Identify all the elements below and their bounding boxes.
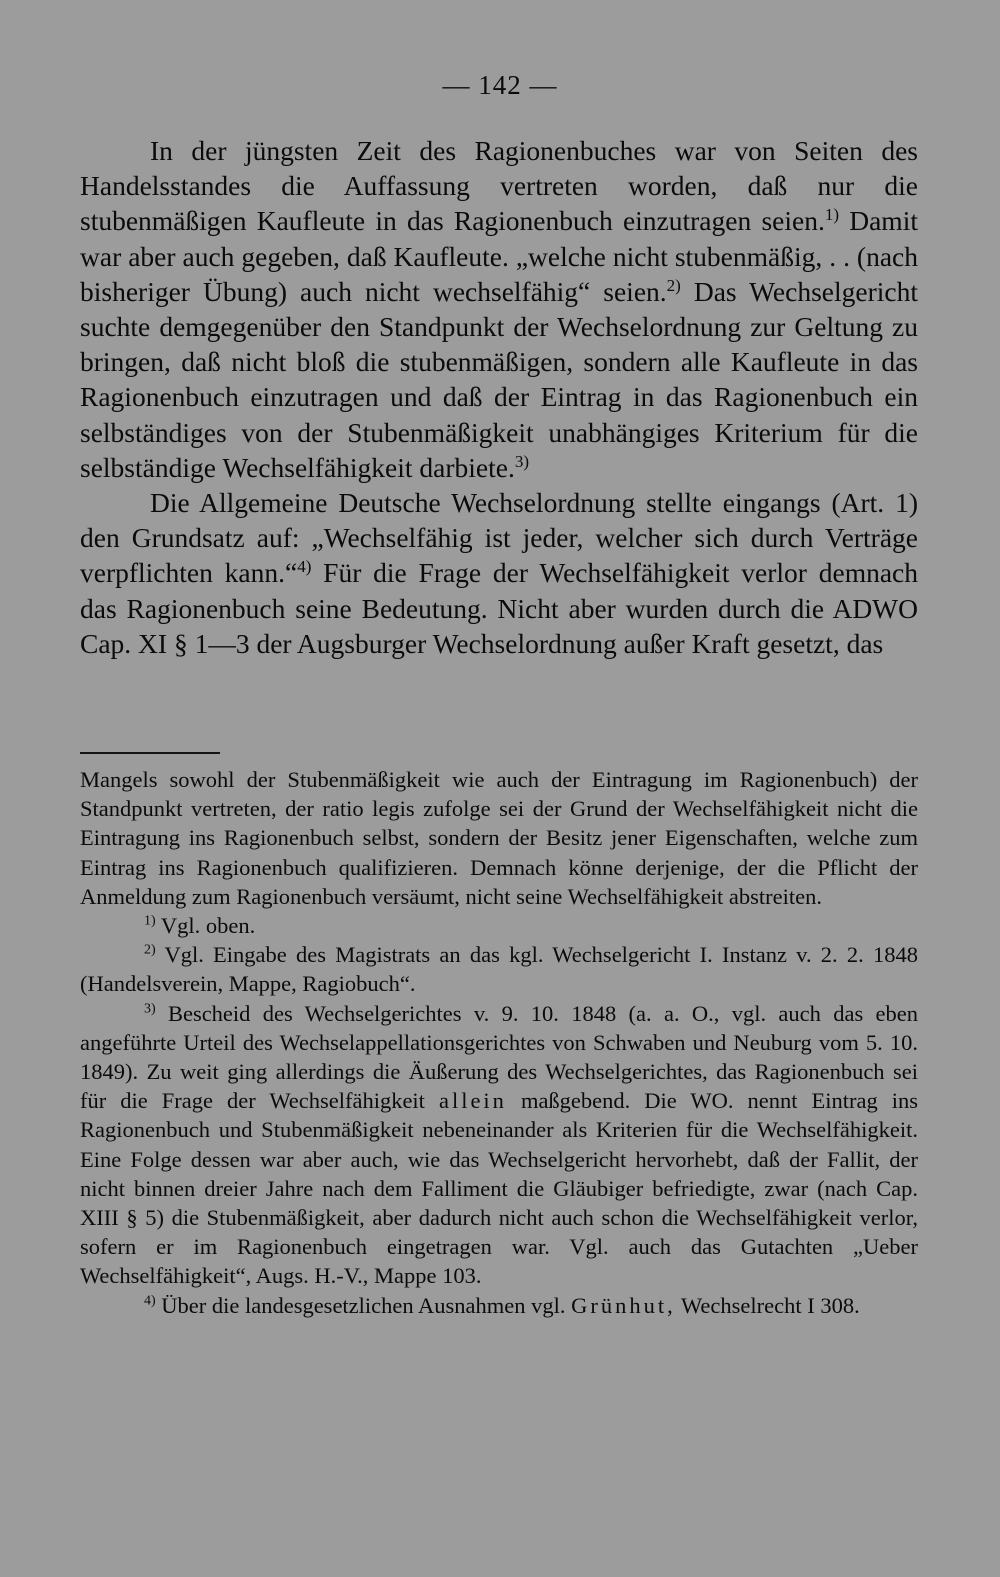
paragraph-2-text-b: Für die Frage der Wechselfähigkeit verlor demnach das Ragionenbuch seine Bedeutung. Nicht aber wurden durch die ADWO Cap. XI § 1—3 der Augsburger Wechselordnung außer Kraft gesetzt, das (80, 557, 919, 659)
footnote-2-text: Vgl. Eingabe des Magistrats an das kgl. Wechselgericht I. Instanz v. 2. 2. 1848 (Handelsverein, Mappe, Ragiobuch“. (80, 942, 918, 997)
footnote-3-marker: 3) (144, 1001, 156, 1017)
paragraph-1 (80, 133, 918, 485)
footnotes (80, 765, 918, 1320)
page-number: — 142 — (442, 70, 558, 100)
footnote-4-emphasis: Grünhut, (571, 1292, 676, 1318)
footnote-2 (80, 940, 918, 998)
footnote-4-text-a: Über die landesgesetzlichen Ausnahmen vgl. (155, 1292, 572, 1318)
footnote-continuation: Mangels sowohl der Stubenmäßigkeit wie auch der Eintragung im Ragionenbuch) der Standpunkt vertreten, der ratio legis zufolge sei der Grund der Wechselfähigkeit nicht die Eintragung ins Ragionenbuch selbst, sondern der Besitz jener Eigenschaften, welche zum Eintrag ins Ragionenbuch qualifizieren. Demnach könne derjenige, der die Pflicht der Anmeldung zum Ragionenbuch versäumt, nicht seine Wechselfähigkeit abstreiten. (80, 767, 918, 909)
paragraph-1-text-b: Damit war aber auch gegeben, daß Kaufleute. „welche nicht stubenmäßig, . . (nach bisheriger Übung) auch nicht wechselfähig“ seien. (80, 205, 918, 307)
footnote-3-text-b: maßgebend. Die WO. nennt Eintrag ins Ragionenbuch und Stubenmäßigkeit nebeneinander als Kriterien für die Wechselfähigkeit. Eine Folge dessen war aber auch, wie das Wechselgericht hervorhebt, daß der Fallit, der nicht binnen dreier Jahre nach dem Falliment die Gläubiger befriedigte, zwar (nach Cap. XIII § 5) die Stubenmäßigkeit, aber dadurch nicht auch schon die Wechselfähigkeit verlor, sofern er im Ragionenbuch eingetragen war. Vgl. auch das Gutachten „Ueber Wechselfähigkeit“, Augs. H.-V., Mappe 103. (80, 1088, 918, 1289)
footnote-1 (80, 911, 918, 940)
footnote-3 (80, 999, 918, 1291)
footnote-1-marker: 1) (144, 913, 156, 929)
footnote-ref-4: 4) (297, 557, 312, 577)
footnote-divider (80, 752, 220, 754)
paragraph-1-text-c: Das Wechselgericht suchte demgegenüber den Standpunkt der Wechselordnung zur Geltung zu bringen, daß nicht bloß die stubenmäßigen, sondern alle Kaufleute in das Ragionenbuch einzutragen und daß der Eintrag in das Ragionenbuch ein selbständiges von der Stubenmäßigkeit unabhängiges Kriterium für die selbständige Wechselfähigkeit darbiete. (80, 275, 918, 483)
footnote-2-marker: 2) (144, 942, 156, 958)
footnote-3-text-a: Bescheid des Wechselgerichtes v. 9. 10. 1848 (a. a. O., vgl. auch das eben angeführte Urteil des Wechselappellationsgerichtes von Schwaben und Neuburg vom 5. 10. 1849). Zu weit ging allerdings die Äußerung des Wechselgerichtes, das Ragionenbuch sei für die Frage der Wechselfähigkeit (80, 1000, 918, 1114)
footnote-ref-2: 2) (666, 275, 681, 295)
paragraph-1-text-a: In der jüngsten Zeit des Ragionenbuches war von Seiten des Handelsstandes die Auffassung vertreten worden, daß nur die stubenmäßigen Kaufleute in das Ragionenbuch einzutragen seien. (80, 135, 918, 237)
footnote-3-emphasis: allein (438, 1088, 507, 1114)
footnote-4-marker: 4) (144, 1293, 156, 1309)
main-text (80, 133, 918, 661)
paragraph-2 (80, 485, 918, 661)
footnote-ref-1: 1) (824, 205, 840, 225)
footnote-1-text: Vgl. oben. (155, 913, 256, 939)
footnote-4 (80, 1291, 918, 1320)
footnote-4-text-b: Wechselrecht I 308. (675, 1292, 860, 1318)
footnote-ref-3: 3) (514, 451, 530, 471)
paragraph-2-text-a: Die Allgemeine Deutsche Wechselordnung stellte eingangs (Art. 1) den Grundsatz auf: „Wechselfähig ist jeder, welcher sich durch Verträge verpflichten kann.“ (80, 487, 918, 589)
